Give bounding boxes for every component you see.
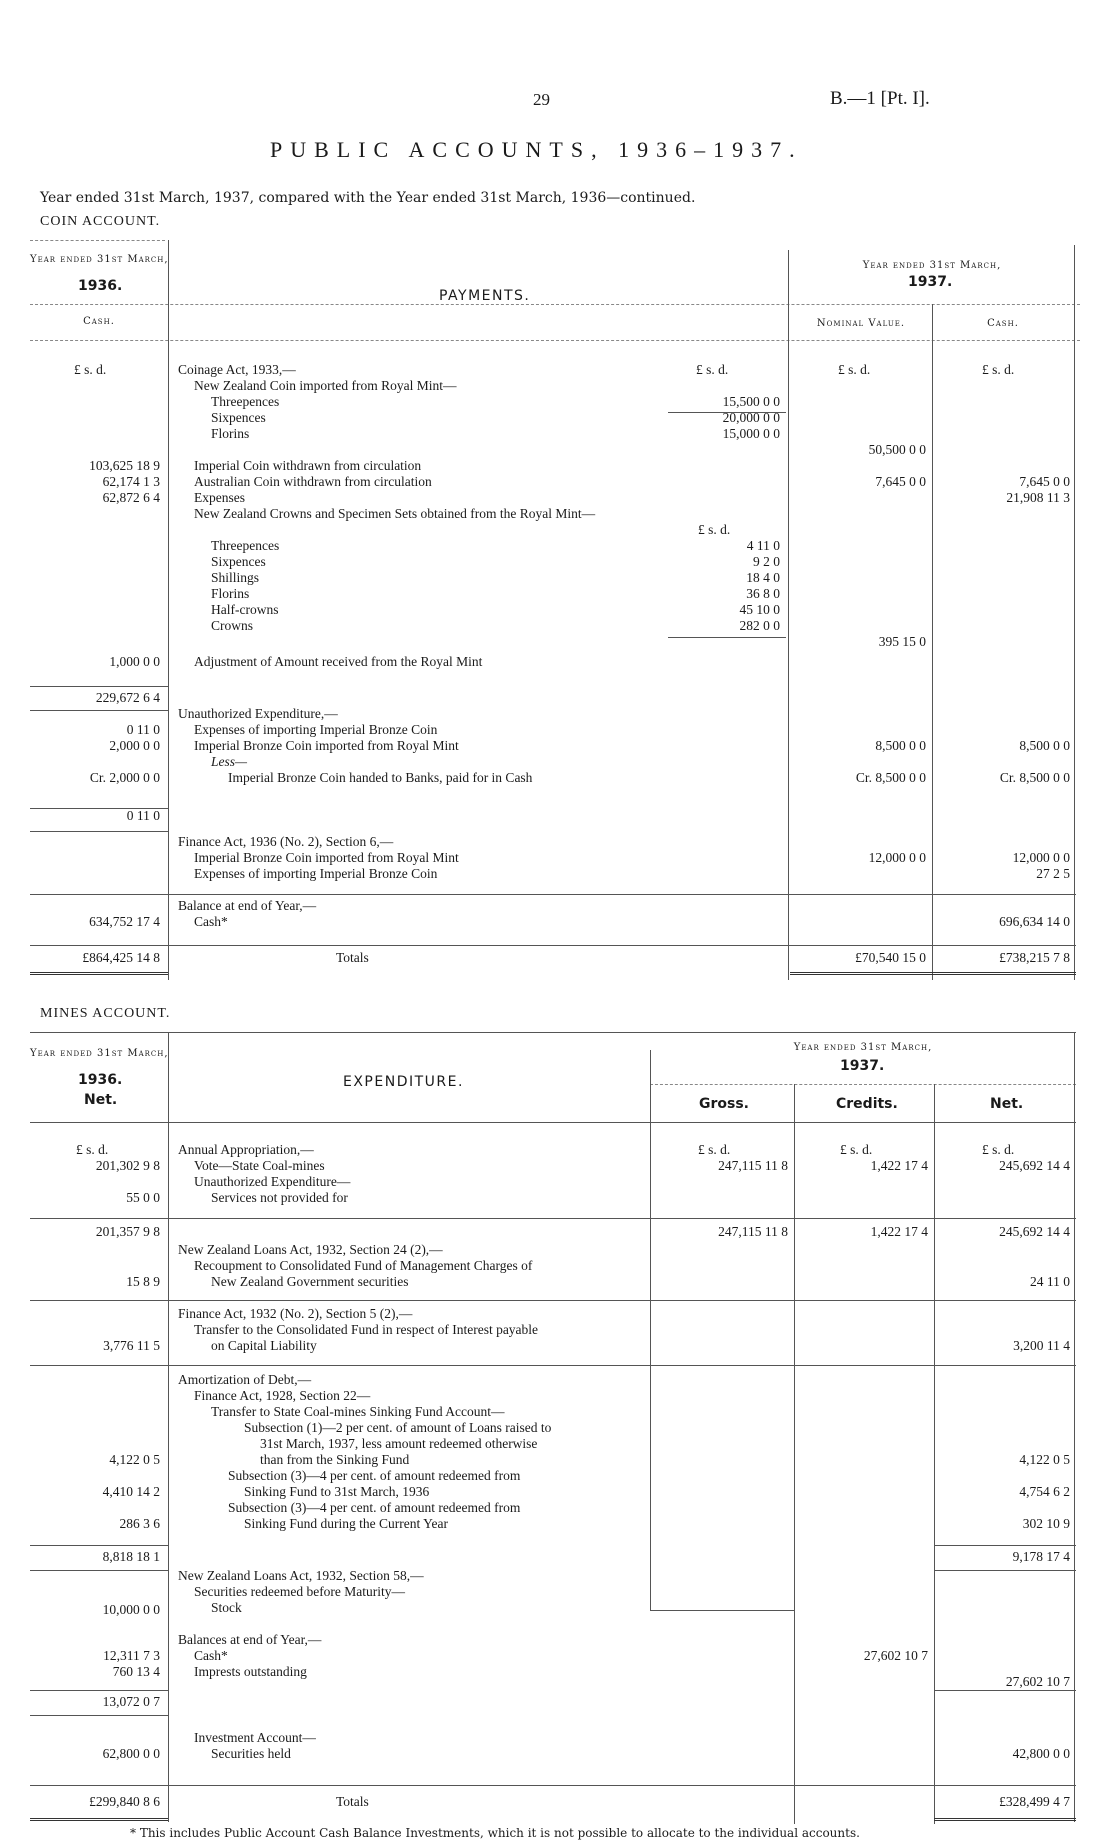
coin-row-imperial-withdrawn: Imperial Coin withdrawn from circulation [194,458,422,473]
mines-row-vote: Vote—State Coal-mines [194,1158,325,1173]
mines-prev-recoupment: 15 8 9 [126,1274,160,1289]
coin-row-florins: Florins [211,426,250,441]
mines-prev-stock: 10,000 0 0 [102,1602,160,1617]
coin-cash-unauth-bronze: 8,500 0 0 [1019,738,1070,753]
coin-lsd-prev: £ s. d. [74,362,107,377]
coin-prev-unauth-bronze: 2,000 0 0 [109,738,160,753]
mines-net-subsection-3a: 4,754 6 2 [1019,1484,1070,1499]
mines-gross-header: Gross. [699,1096,749,1112]
mines-row-subsection-1: Subsection (1)—2 per cent. of amount of Loans raised to [244,1420,552,1435]
coin-row-spec-shillings: Shillings [211,570,260,585]
mines-prev-subtotal-1: 201,357 9 8 [95,1224,160,1239]
mines-prev-year-number: 1936. [78,1072,123,1088]
coin-prev-expenses: 62,872 6 4 [102,490,160,505]
mines-prev-subsection-3a: 4,410 14 2 [102,1484,160,1499]
coin-prev-imperial-withdrawn: 103,625 18 9 [89,458,160,473]
coin-nom-coin-imported: 50,500 0 0 [868,442,926,457]
coin-row-crowns-specimen: New Zealand Crowns and Specimen Sets obtained from the Royal Mint— [194,506,596,521]
mines-cur-year-number: 1937. [840,1058,885,1074]
mines-row-finance-act-1928: Finance Act, 1928, Section 22— [194,1388,371,1403]
coin-prev-handed-to-banks: Cr. 2,000 0 0 [89,770,160,785]
coin-cash-total: £738,215 7 8 [999,950,1070,965]
coin-cash-expenses: 21,908 11 3 [1006,490,1070,505]
footnote: * This includes Public Account Cash Balance Investments, which it is not possible to allocate to the individual accounts. [130,1826,860,1840]
coin-row-totals: Totals [336,950,369,965]
mines-prev-services: 55 0 0 [126,1190,160,1205]
mines-gross-vote: 247,115 11 8 [718,1158,788,1173]
coin-cash-handed-to-banks: Cr. 8,500 0 0 [999,770,1070,785]
mines-row-subsection-3b-end: Sinking Fund during the Current Year [244,1516,448,1531]
coin-row-unauthorized: Unauthorized Expenditure,— [178,706,338,721]
mines-row-subsection-1-end: than from the Sinking Fund [260,1452,410,1467]
coin-row-spec-half-crowns: Half-crowns [211,602,279,617]
mines-net-balances: 27,602 10 7 [1005,1674,1070,1689]
coin-nom-specimen: 395 15 0 [878,634,926,649]
coin-prev-australian-withdrawn: 62,174 1 3 [102,474,160,489]
mines-net-vote: 245,692 14 4 [999,1158,1070,1173]
mines-gross-subtotal-1: 247,115 11 8 [718,1224,788,1239]
page-number: 29 [533,90,550,109]
mines-row-loans-act-58: New Zealand Loans Act, 1932, Section 58,— [178,1568,424,1583]
mines-lsd-credits: £ s. d. [840,1142,873,1157]
mines-net-subtotal-1: 245,692 14 4 [999,1224,1070,1239]
mines-expenditure-header: EXPENDITURE. [343,1074,464,1090]
coin-row-sixpences: Sixpences [211,410,266,425]
page-subtitle: Year ended 31st March, 1937, compared with the Year ended 31st March, 1936—continued. [40,190,696,206]
coin-cash-balance: 696,634 14 0 [999,914,1070,929]
coin-prev-year-number: 1936. [78,278,123,294]
coin-row-spec-sixpences: Sixpences [211,554,266,569]
mines-row-services-not-provided: Services not provided for [211,1190,348,1205]
mines-prev-capital-liability: 3,776 11 5 [103,1338,160,1353]
coin-nom-australian-withdrawn: 7,645 0 0 [875,474,926,489]
coin-row-threepences: Threepences [211,394,280,409]
coin-row-finance-expenses: Expenses of importing Imperial Bronze Coin [194,866,438,881]
mines-cur-year-header: Year ended 31st March, [793,1042,933,1053]
coin-prev-adjustment: 1,000 0 0 [109,654,160,669]
mines-prev-net-header: Net. [84,1092,118,1108]
coin-nominal-header: Nominal Value. [816,318,906,329]
coin-cur-year-header: Year ended 31st March, [862,260,1002,271]
coin-nom-unauth-bronze: 8,500 0 0 [875,738,926,753]
coin-nom-finance-bronze: 12,000 0 0 [868,850,926,865]
coin-cur-year-number: 1937. [908,274,953,290]
coin-payments-header: PAYMENTS. [439,288,531,304]
coin-row-balance: Balance at end of Year,— [178,898,317,913]
mines-row-imprests: Imprests outstanding [194,1664,307,1679]
coin-row-coinage-act: Coinage Act, 1933,— [178,362,296,377]
mines-row-stock: Stock [211,1600,242,1615]
mines-prev-vote: 201,302 9 8 [95,1158,160,1173]
coin-row-unauth-expenses: Expenses of importing Imperial Bronze Coin [194,722,438,737]
mines-prev-subtotal-3: 13,072 0 7 [102,1694,160,1709]
mines-net-recoupment: 24 11 0 [1030,1274,1070,1289]
coin-row-finance-act: Finance Act, 1936 (No. 2), Section 6,— [178,834,394,849]
coin-row-spec-florins: Florins [211,586,250,601]
coin-cash-finance-bronze: 12,000 0 0 [1012,850,1070,865]
coin-row-cash: Cash* [194,914,228,929]
mines-net-subsection-3b: 302 10 9 [1022,1516,1070,1531]
mines-credits-vote: 1,422 17 4 [870,1158,928,1173]
coin-prev-unauth-expenses: 0 11 0 [126,722,160,737]
mines-row-finance-act-1932: Finance Act, 1932 (No. 2), Section 5 (2),— [178,1306,413,1321]
mines-row-subsection-3b: Subsection (3)—4 per cent. of amount redeemed from [228,1500,521,1515]
coin-row-expenses: Expenses [194,490,245,505]
mines-prev-cash: 12,311 7 3 [103,1648,160,1663]
coin-row-less: Less— [211,754,248,769]
mines-row-subsection-1-cont: 31st March, 1937, less amount redeemed otherwise [260,1436,538,1451]
mines-row-investment-account: Investment Account— [194,1730,316,1745]
coin-prev-total: £864,425 14 8 [82,950,160,965]
page-title: PUBLIC ACCOUNTS, 1936–1937. [270,137,803,162]
mines-row-nz-gov-securities: New Zealand Government securities [211,1274,409,1289]
mines-lsd-prev: £ s. d. [76,1142,109,1157]
mines-lsd-net: £ s. d. [982,1142,1015,1157]
mines-row-recoupment: Recoupment to Consolidated Fund of Management Charges of [194,1258,533,1273]
coin-lsd-inner: £ s. d. [696,362,729,377]
mines-credits-cash: 27,602 10 7 [863,1648,928,1663]
mines-prev-total: £299,840 8 6 [89,1794,160,1809]
mines-row-subsection-3a: Subsection (3)—4 per cent. of amount redeemed from [228,1468,521,1483]
coin-val-spec-half-crowns: 45 10 0 [739,602,780,617]
coin-row-handed-to-banks: Imperial Bronze Coin handed to Banks, paid for in Cash [228,770,533,785]
coin-val-spec-sixpences: 9 2 0 [753,554,780,569]
coin-val-spec-shillings: 18 4 0 [746,570,780,585]
coin-prev-subtotal-1: 229,672 6 4 [95,690,160,705]
mines-row-cash: Cash* [194,1648,228,1663]
mines-row-totals: Totals [336,1794,369,1809]
mines-row-balances: Balances at end of Year,— [178,1632,322,1647]
mines-row-amortization: Amortization of Debt,— [178,1372,312,1387]
mines-row-subsection-3a-end: Sinking Fund to 31st March, 1936 [244,1484,430,1499]
coin-prev-cash-header: Cash. [83,316,115,327]
coin-prev-year-header: Year ended 31st March, [30,254,169,265]
coin-nom-handed-to-banks: Cr. 8,500 0 0 [855,770,926,785]
coin-row-spec-threepences: Threepences [211,538,280,553]
mines-row-annual-appropriation: Annual Appropriation,— [178,1142,314,1157]
mines-net-capital-liability: 3,200 11 4 [1013,1338,1070,1353]
mines-row-loans-act-24: New Zealand Loans Act, 1932, Section 24 (2),— [178,1242,443,1257]
coin-row-finance-bronze: Imperial Bronze Coin imported from Royal Mint [194,850,459,865]
mines-credits-header: Credits. [836,1096,898,1112]
coin-lsd-specimen: £ s. d. [698,522,731,537]
mines-prev-year-header: Year ended 31st March, [30,1048,169,1059]
mines-row-securities-redeemed: Securities redeemed before Maturity— [194,1584,406,1599]
mines-prev-subsection-3b: 286 3 6 [119,1516,160,1531]
document-reference: B.—1 [Pt. I]. [830,88,930,109]
coin-prev-subtotal-2: 0 11 0 [126,808,160,823]
coin-cash-header: Cash. [987,318,1019,329]
mines-row-unauthorized: Unauthorized Expenditure— [194,1174,351,1189]
coin-prev-cash: 634,752 17 4 [89,914,160,929]
coin-row-adjustment: Adjustment of Amount received from the Royal Mint [194,654,483,669]
coin-cash-finance-expenses: 27 2 5 [1036,866,1070,881]
mines-prev-subtotal-2: 8,818 18 1 [102,1549,160,1564]
mines-net-securities-held: 42,800 0 0 [1012,1746,1070,1761]
mines-prev-subsection-1: 4,122 0 5 [109,1452,160,1467]
mines-row-transfer-sinking: Transfer to State Coal-mines Sinking Fund Account— [211,1404,505,1419]
mines-credits-subtotal-1: 1,422 17 4 [870,1224,928,1239]
coin-val-spec-florins: 36 8 0 [746,586,780,601]
mines-account-title: MINES ACCOUNT. [40,1006,171,1021]
coin-val-threepences: 15,500 0 0 [722,394,780,409]
coin-row-unauth-bronze: Imperial Bronze Coin imported from Royal Mint [194,738,459,753]
coin-val-spec-threepences: 4 11 0 [746,538,780,553]
coin-account-title: COIN ACCOUNT. [40,214,161,229]
coin-val-florins: 15,000 0 0 [722,426,780,441]
coin-val-spec-crowns: 282 0 0 [739,618,780,633]
coin-val-sixpences: 20,000 0 0 [722,410,780,425]
coin-lsd-cash: £ s. d. [982,362,1015,377]
coin-row-australian-withdrawn: Australian Coin withdrawn from circulation [194,474,432,489]
mines-prev-securities-held: 62,800 0 0 [102,1746,160,1761]
mines-prev-imprests: 760 13 4 [112,1664,160,1679]
coin-cash-australian-withdrawn: 7,645 0 0 [1019,474,1070,489]
mines-row-securities-held: Securities held [211,1746,291,1761]
coin-row-spec-crowns: Crowns [211,618,254,633]
coin-row-nz-coin-imported: New Zealand Coin imported from Royal Mint— [194,378,457,393]
mines-net-subsection-1: 4,122 0 5 [1019,1452,1070,1467]
mines-net-header: Net. [990,1096,1024,1112]
mines-net-total: £328,499 4 7 [999,1794,1070,1809]
mines-row-capital-liability: on Capital Liability [211,1338,317,1353]
coin-lsd-nominal: £ s. d. [838,362,871,377]
mines-net-subtotal-2: 9,178 17 4 [1012,1549,1070,1564]
coin-nom-total: £70,540 15 0 [855,950,926,965]
mines-lsd-gross: £ s. d. [698,1142,731,1157]
mines-row-transfer-interest: Transfer to the Consolidated Fund in respect of Interest payable [194,1322,539,1337]
